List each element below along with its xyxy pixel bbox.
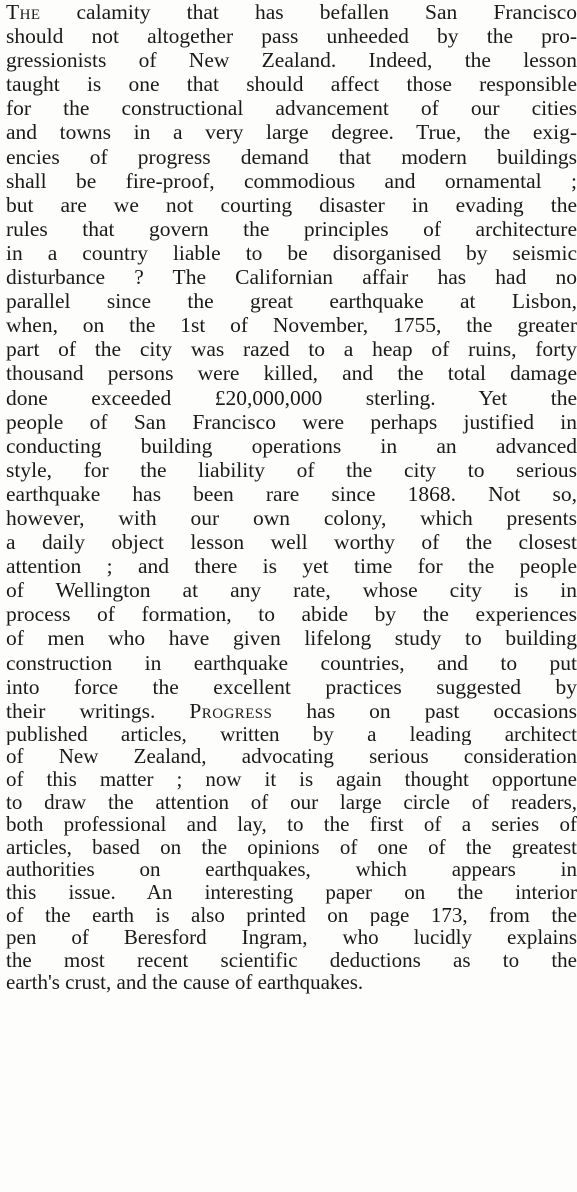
text-line: thousand persons were killed, and the total damage — [6, 361, 577, 386]
text-line: of New Zealand, advocating serious consideration — [6, 745, 577, 768]
small-caps-word: The — [6, 0, 41, 24]
text-line: process of formation, to abide by the experiences — [6, 602, 577, 627]
text-line: conducting building operations in an advanced — [6, 433, 577, 458]
text-line: of men who have given lifelong study to building — [6, 626, 577, 651]
article-text-upper — [6, 0, 577, 723]
text-line: shall be fire-proof, commodious and ornamental ; — [6, 168, 577, 193]
text-line: attention ; and there is yet time for the people — [6, 554, 577, 579]
text-line: pen of Beresford Ingram, who lucidly explains — [6, 926, 577, 949]
text-line: both professional and lay, to the first of a series of — [6, 813, 577, 836]
text-line: rules that govern the principles of architecture — [6, 216, 577, 241]
text-line: disturbance ? The Californian affair has had no — [6, 265, 577, 290]
text-line: however, with our own colony, which presents — [6, 505, 577, 530]
text-line: in a country liable to be disorganised by seismic — [6, 240, 577, 265]
text-line: should not altogether pass unheeded by the pro- — [6, 24, 577, 49]
text-line: for the constructional advancement of our cities — [6, 96, 577, 121]
text-line: gressionists of New Zealand. Indeed, the lesson — [6, 48, 577, 73]
text-line: parallel since the great earthquake at Lisbon, — [6, 289, 577, 314]
text-line: published articles, written by a leading architect — [6, 722, 577, 746]
text-line: the most recent scientific deductions as to the — [6, 948, 577, 972]
text-line: but are we not courting disaster in evading the — [6, 192, 577, 217]
text-line: their writings. Progress has on past occasions — [6, 698, 577, 723]
text-line: earthquake has been rare since 1868. Not so, — [6, 481, 577, 506]
article-column — [6, 0, 577, 994]
text-line: this issue. An interesting paper on the interior — [6, 880, 577, 904]
text-line: to draw the attention of our large circle of readers, — [6, 790, 577, 814]
text-line: style, for the liability of the city to serious — [6, 457, 577, 482]
article-text-lower — [6, 723, 577, 994]
text-line: a daily object lesson well worthy of the closest — [6, 530, 577, 555]
text-line: part of the city was razed to a heap of ruins, forty — [6, 337, 577, 362]
text-line: The calamity that has befallen San Francisco — [6, 0, 577, 24]
text-line: people of San Francisco were perhaps justified in — [6, 409, 577, 434]
text-line: of Wellington at any rate, whose city is in — [6, 578, 577, 603]
text-line: of the earth is also printed on page 173, from the — [6, 903, 577, 927]
text-line: construction in earthquake countries, and to put — [6, 650, 577, 675]
text-line: earth's crust, and the cause of earthquakes. — [6, 971, 364, 994]
text-line: encies of progress demand that modern buildings — [6, 144, 577, 169]
small-caps-word: Progress — [189, 698, 273, 723]
text-line: done exceeded £20,000,000 sterling. Yet the — [6, 385, 577, 410]
text-line: authorities on earthquakes, which appears in — [6, 858, 577, 881]
text-line: of this matter ; now it is again thought opportune — [6, 768, 577, 791]
text-line: when, on the 1st of November, 1755, the greater — [6, 313, 577, 338]
text-line: articles, based on the opinions of one of the greatest — [6, 835, 577, 859]
text-line: into force the excellent practices suggested by — [6, 674, 577, 699]
text-line: taught is one that should affect those responsible — [6, 72, 577, 97]
text-line: and towns in a very large degree. True, the exig- — [6, 120, 577, 145]
